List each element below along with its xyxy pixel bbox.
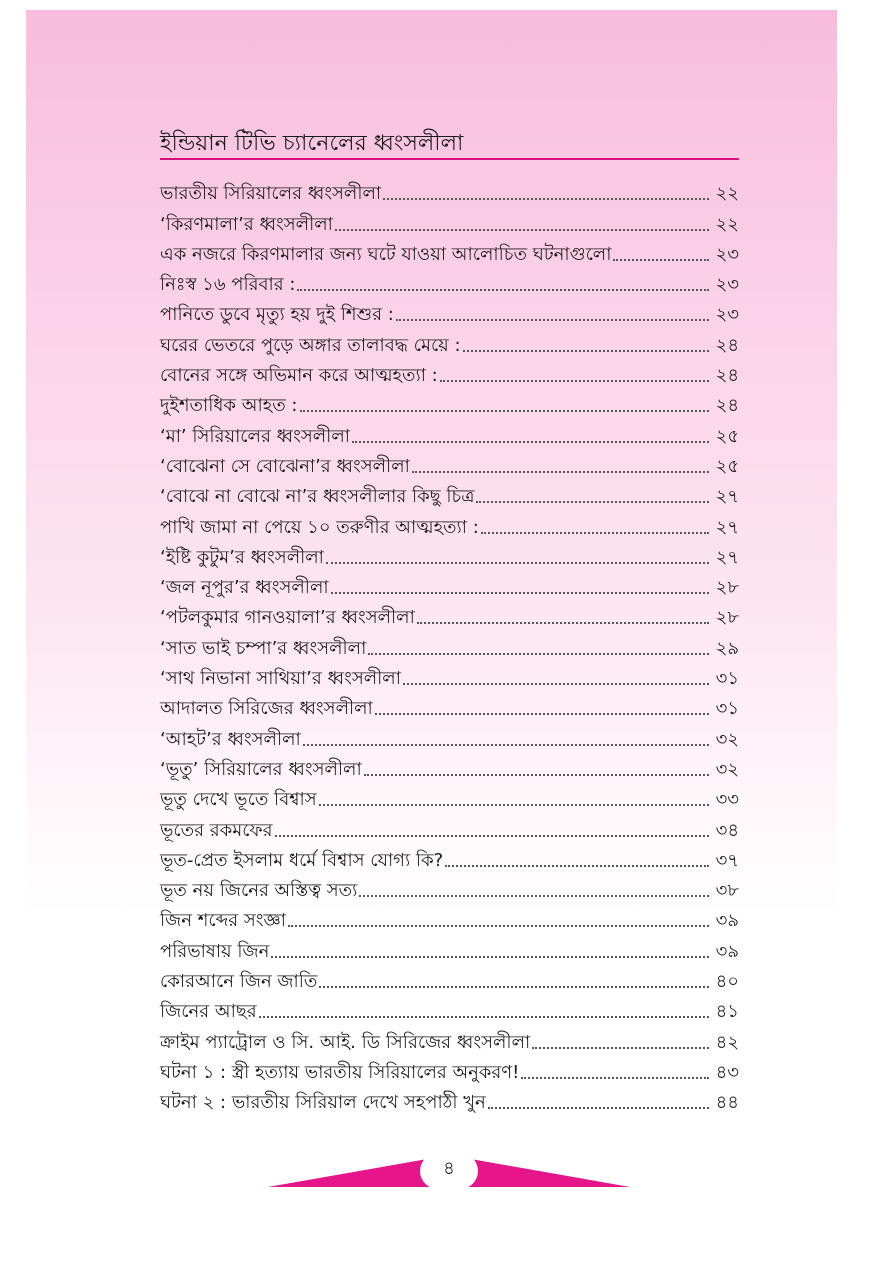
toc-entry-page: ৩২ bbox=[715, 758, 739, 780]
toc-entry-page: ৪১ bbox=[715, 1001, 739, 1023]
toc-entry-page: ২৩ bbox=[715, 274, 739, 296]
toc-entry bbox=[160, 994, 739, 1024]
toc-entry bbox=[160, 903, 739, 933]
page-number: ৪ bbox=[443, 1158, 455, 1179]
toc-entry-title: বোনের সঙ্গে অভিমান করে আত্মহত্যা : bbox=[160, 365, 438, 387]
toc-entry-page: ২৯ bbox=[715, 637, 739, 659]
toc-entry bbox=[160, 782, 739, 812]
toc-entry-title: ভূতের রকমফের bbox=[160, 819, 273, 841]
toc-entry-title: পানিতে ডুবে মৃত্যু হয় দুই শিশুর : bbox=[160, 304, 394, 326]
toc-entry-page: ২৫ bbox=[715, 455, 739, 477]
toc-entry-title: ‘আহট’র ধ্বংসলীলা bbox=[160, 728, 301, 750]
toc-entry bbox=[160, 873, 739, 903]
dot-leader bbox=[463, 350, 709, 352]
toc-entry-title: ‘জল নূপুর’র ধ্বংসলীলা bbox=[160, 577, 329, 599]
footer-right-wedge bbox=[465, 1158, 630, 1187]
toc-entry-title: ভূত নয় জিনের অস্তিত্ব সত্য bbox=[160, 880, 358, 902]
toc-entry-title: কোরআনে জিন জাতি bbox=[160, 971, 318, 993]
toc-entry-title: ভূতু দেখে ভূতে বিশ্বাস bbox=[160, 789, 317, 811]
toc-entry-page: ২৪ bbox=[715, 334, 739, 356]
toc-entry-page: ২৪ bbox=[715, 365, 739, 387]
toc-entry bbox=[160, 449, 739, 479]
toc-entry bbox=[160, 327, 739, 357]
toc-entry bbox=[160, 812, 739, 842]
toc-entry-page: ৩৯ bbox=[715, 910, 739, 932]
dot-leader bbox=[417, 622, 709, 624]
dot-leader bbox=[488, 1107, 709, 1109]
toc-entry-title: ‘কিরণমালা’র ধ্বংসলীলা bbox=[160, 213, 333, 235]
toc-entry bbox=[160, 358, 739, 388]
toc-entry bbox=[160, 388, 739, 418]
toc-entry-page: ২৪ bbox=[715, 395, 739, 417]
toc-entry bbox=[160, 933, 739, 963]
dot-leader bbox=[445, 865, 709, 867]
toc-entry-page: ২২ bbox=[715, 183, 739, 205]
toc-entry-title: ঘটনা ১ : স্ত্রী হত্যায় ভারতীয় সিরিয়ালের অনুকরণ! bbox=[160, 1061, 520, 1083]
toc-entry-title: পাখি জামা না পেয়ে ১০ তরুণীর আত্মহত্যা : bbox=[160, 516, 479, 538]
toc-entry bbox=[160, 1055, 739, 1085]
toc-entry-title: ক্রাইম প্যাট্রোল ও সি. আই. ডি সিরিজের ধ্বংসলীলা bbox=[160, 1031, 531, 1053]
dot-leader bbox=[319, 804, 709, 806]
toc-entry-title: নিঃস্ব ১৬ পরিবার : bbox=[160, 274, 296, 296]
toc-entry-title: ‘পটলকুমার গানওয়ালা’র ধ্বংসলীলা bbox=[160, 607, 415, 629]
toc-entry bbox=[160, 570, 739, 600]
toc-entry-title: ‘ভূতু’ সিরিয়ালের ধ্বংসলীলা bbox=[160, 758, 362, 780]
dot-leader bbox=[303, 744, 709, 746]
dot-leader bbox=[259, 1016, 709, 1018]
toc-entry-title: পরিভাষায় জিন bbox=[160, 940, 270, 962]
toc-entry-title: জিন শব্দের সংজ্ঞা bbox=[160, 910, 286, 932]
toc-entry-title: ভারতীয় সিরিয়ালের ধ্বংসলীলা bbox=[160, 183, 382, 205]
dot-leader bbox=[403, 683, 709, 685]
dot-leader bbox=[368, 653, 709, 655]
toc-entry-page: ২২ bbox=[715, 213, 739, 235]
toc-entry bbox=[160, 721, 739, 751]
dot-leader bbox=[364, 774, 709, 776]
dot-leader bbox=[335, 229, 709, 231]
toc-entry-page: ২৮ bbox=[715, 577, 739, 599]
dot-leader bbox=[412, 471, 709, 473]
toc-entry-page: ২৩ bbox=[715, 304, 739, 326]
toc-entry bbox=[160, 418, 739, 448]
toc-entry-title: দুইশতাধিক আহত : bbox=[160, 395, 298, 417]
toc-entry bbox=[160, 267, 739, 297]
dot-leader bbox=[375, 713, 709, 715]
toc-entry bbox=[160, 691, 739, 721]
toc-entry bbox=[160, 964, 739, 994]
toc-entry-title: ভূত-প্রেত ইসলাম ধর্মে বিশ্বাস যোগ্য কি? bbox=[160, 849, 444, 871]
toc-entry bbox=[160, 206, 739, 236]
dot-leader bbox=[440, 380, 709, 382]
toc-entry-title: ‘সাত ভাই চম্পা’র ধ্বংসলীলা bbox=[160, 637, 367, 659]
toc-entry-page: ৪৪ bbox=[715, 1092, 739, 1114]
toc-entry-page: ৩৭ bbox=[715, 849, 739, 871]
toc-entry-page: ৩৯ bbox=[715, 940, 739, 962]
toc-entry-page: ৩৪ bbox=[715, 819, 739, 841]
toc-entry bbox=[160, 1024, 739, 1054]
dot-leader bbox=[481, 532, 709, 534]
toc-entry bbox=[160, 297, 739, 327]
page-footer bbox=[268, 1152, 630, 1190]
toc-entry-page: ৪২ bbox=[715, 1031, 739, 1053]
dot-leader bbox=[297, 289, 709, 291]
footer-left-wedge bbox=[268, 1158, 433, 1187]
toc-entry-title: ‘সাথ নিভানা সাথিয়া’র ধ্বংসলীলা bbox=[160, 668, 401, 690]
dot-leader bbox=[288, 925, 709, 927]
toc-entry bbox=[160, 1085, 739, 1115]
toc-entry bbox=[160, 509, 739, 539]
toc-entry-title: ‘মা’ সিরিয়ালের ধ্বংসলীলা bbox=[160, 425, 350, 447]
dot-leader bbox=[532, 1047, 709, 1049]
toc-entry-title: আদালত সিরিজের ধ্বংসলীলা bbox=[160, 698, 373, 720]
toc-entry-title: জিনের আছর bbox=[160, 1001, 257, 1023]
toc-entry-page: ৩১ bbox=[715, 668, 739, 690]
dot-leader bbox=[275, 835, 709, 837]
toc-entry-title: ঘরের ভেতরে পুড়ে অঙ্গার তালাবদ্ধ মেয়ে : bbox=[160, 334, 461, 356]
toc-entry-page: ৩১ bbox=[715, 698, 739, 720]
dot-leader bbox=[271, 956, 709, 958]
toc-entry bbox=[160, 479, 739, 509]
toc-entry-title: ‘বোঝে না বোঝে না’র ধ্বংসলীলার কিছু চিত্র bbox=[160, 486, 475, 508]
dot-leader bbox=[326, 562, 709, 564]
toc-entry bbox=[160, 843, 739, 873]
toc-entry bbox=[160, 630, 739, 660]
dot-leader bbox=[613, 259, 709, 261]
toc-entry-page: ৩৩ bbox=[715, 789, 739, 811]
toc-entry-page: ৪০ bbox=[715, 971, 739, 993]
toc-entry bbox=[160, 661, 739, 691]
dot-leader bbox=[359, 895, 709, 897]
toc-entry-page: ২৭ bbox=[715, 486, 739, 508]
toc-entry-page: ২৫ bbox=[715, 425, 739, 447]
toc-entry-title: এক নজরে কিরণমালার জন্য ঘটে যাওয়া আলোচিত ঘটনাগুলো bbox=[160, 243, 612, 265]
dot-leader bbox=[319, 986, 709, 988]
toc-entry-page: ২৭ bbox=[715, 516, 739, 538]
dot-leader bbox=[331, 592, 709, 594]
toc-entry-page: ২৭ bbox=[715, 546, 739, 568]
toc-entry-page: ৩৮ bbox=[715, 880, 739, 902]
toc-entry-title: ঘটনা ২ : ভারতীয় সিরিয়াল দেখে সহপাঠী খুন bbox=[160, 1092, 486, 1114]
toc-entry bbox=[160, 540, 739, 570]
toc-entry-title: ‘বোঝেনা সে বোঝেনা’র ধ্বংসলীলা bbox=[160, 455, 410, 477]
dot-leader bbox=[396, 319, 709, 321]
toc-entry bbox=[160, 600, 739, 630]
toc-entry-page: ৩২ bbox=[715, 728, 739, 750]
toc-entry-page: ২৩ bbox=[715, 243, 739, 265]
toc-entry-title: ‘ইষ্টি কুটুম’র ধ্বংসলীলা bbox=[160, 546, 324, 568]
toc-entry-page: ৪৩ bbox=[715, 1061, 739, 1083]
dot-leader bbox=[521, 1077, 709, 1079]
dot-leader bbox=[352, 441, 709, 443]
dot-leader bbox=[300, 410, 710, 412]
toc-entry bbox=[160, 237, 739, 267]
toc-entry-page: ২৮ bbox=[715, 607, 739, 629]
dot-leader bbox=[383, 198, 709, 200]
dot-leader bbox=[476, 501, 709, 503]
heading-underline bbox=[160, 158, 739, 160]
section-title: ইন্ডিয়ান টিভি চ্যানেলের ধ্বংসলীলা bbox=[160, 131, 464, 156]
toc-entry bbox=[160, 752, 739, 782]
table-of-contents bbox=[160, 176, 739, 1115]
toc-entry bbox=[160, 176, 739, 206]
